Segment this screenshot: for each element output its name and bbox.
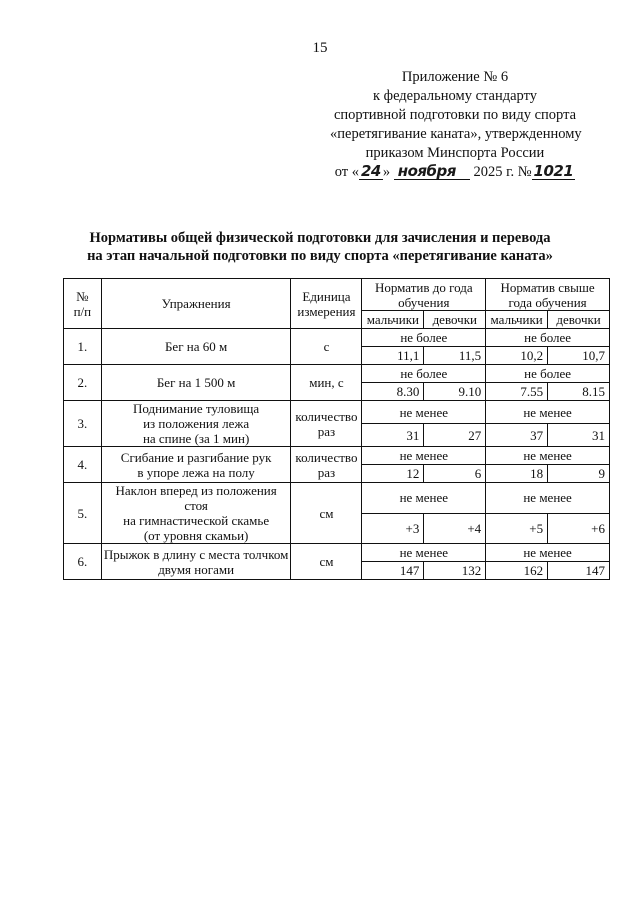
date-year: 2025 г. № [473, 164, 532, 180]
date-month-handwritten: ноября [394, 163, 470, 180]
unit-of-measure: количество раз [291, 447, 362, 483]
value-boys-over-year: 10,2 [486, 347, 548, 365]
condition-over-year: не менее [486, 447, 610, 465]
value-girls-over-year: 31 [548, 424, 610, 447]
condition-under-year: не менее [362, 483, 486, 514]
document-title [40, 229, 600, 265]
order-date-line [330, 163, 580, 182]
order-number-handwritten: 1021 [533, 162, 574, 180]
condition-under-year: не менее [362, 447, 486, 465]
table-row [64, 447, 610, 465]
header-boys-2: мальчики [486, 311, 548, 329]
header-girls-2: девочки [548, 311, 610, 329]
value-boys-over-year: 7.55 [486, 383, 548, 401]
value-girls-over-year: 8.15 [548, 383, 610, 401]
row-number: 3. [64, 401, 102, 447]
value-girls-over-year: 9 [548, 465, 610, 483]
condition-under-year: не более [362, 329, 486, 347]
exercise-name: Бег на 1 500 м [101, 365, 291, 401]
appendix-line-5: приказом Минспорта России [365, 145, 545, 161]
value-girls-under-year: 132 [424, 562, 486, 580]
condition-over-year: не более [486, 329, 610, 347]
date-mid: » [382, 164, 391, 180]
header-girls-1: девочки [424, 311, 486, 329]
row-number: 6. [64, 544, 102, 580]
table-row [64, 329, 610, 347]
appendix-line-4: «перетягивание каната», утвержденному [330, 126, 582, 142]
title-line-2: на этап начальной подготовки по виду спорта «перетягивание каната» [87, 248, 553, 264]
title-line-1: Нормативы общей физической подготовки для зачисления и перевода [89, 230, 551, 246]
page-number: 15 [312, 40, 328, 56]
value-girls-under-year: 11,5 [424, 347, 486, 365]
appendix-line-2: к федеральному стандарту [373, 88, 537, 104]
exercise-name: Бег на 60 м [101, 329, 291, 365]
date-prefix: от « [334, 164, 359, 180]
table-row [64, 483, 610, 514]
unit-of-measure: см [291, 544, 362, 580]
value-boys-under-year: +3 [362, 513, 424, 544]
value-girls-over-year: +6 [548, 513, 610, 544]
value-boys-over-year: 18 [486, 465, 548, 483]
condition-over-year: не менее [486, 401, 610, 424]
norms-table [63, 278, 610, 580]
value-boys-under-year: 147 [362, 562, 424, 580]
row-number: 2. [64, 365, 102, 401]
unit-of-measure: мин, с [291, 365, 362, 401]
header-no: № п/п [64, 279, 102, 329]
row-number: 5. [64, 483, 102, 544]
table-row [64, 365, 610, 383]
unit-of-measure: с [291, 329, 362, 365]
appendix-line-3: спортивной подготовки по виду спорта [333, 107, 577, 123]
header-boys-1: мальчики [362, 311, 424, 329]
header-exercise: Упражнения [101, 279, 291, 329]
value-boys-under-year: 31 [362, 424, 424, 447]
condition-under-year: не менее [362, 401, 486, 424]
value-girls-over-year: 147 [548, 562, 610, 580]
value-boys-over-year: 37 [486, 424, 548, 447]
value-girls-under-year: 27 [424, 424, 486, 447]
value-girls-under-year: 9.10 [424, 383, 486, 401]
header-group-over-year: Норматив свыше года обучения [486, 279, 610, 311]
value-boys-under-year: 12 [362, 465, 424, 483]
value-boys-under-year: 11,1 [362, 347, 424, 365]
value-boys-under-year: 8.30 [362, 383, 424, 401]
value-girls-under-year: +4 [424, 513, 486, 544]
table-header-row [64, 279, 610, 311]
exercise-name: Сгибание и разгибание рук в упоре лежа на полу [101, 447, 291, 483]
unit-of-measure: см [291, 483, 362, 544]
condition-over-year: не более [486, 365, 610, 383]
table-row [64, 544, 610, 562]
exercise-name: Прыжок в длину с места толчком двумя ногами [101, 544, 291, 580]
value-boys-over-year: +5 [486, 513, 548, 544]
condition-over-year: не менее [486, 544, 610, 562]
condition-under-year: не менее [362, 544, 486, 562]
value-girls-over-year: 10,7 [548, 347, 610, 365]
header-group-under-year: Норматив до года обучения [362, 279, 486, 311]
condition-over-year: не менее [486, 483, 610, 514]
exercise-name: Поднимание туловища из положения лежа на спине (за 1 мин) [101, 401, 291, 447]
appendix-line-1: Приложение № 6 [401, 69, 509, 85]
exercise-name: Наклон вперед из положения стоя на гимнастической скамье (от уровня скамьи) [101, 483, 291, 544]
date-day-handwritten: 24 [360, 162, 381, 180]
value-boys-over-year: 162 [486, 562, 548, 580]
row-number: 4. [64, 447, 102, 483]
unit-of-measure: количество раз [291, 401, 362, 447]
table-row [64, 401, 610, 424]
appendix-block [330, 68, 580, 182]
row-number: 1. [64, 329, 102, 365]
value-girls-under-year: 6 [424, 465, 486, 483]
condition-under-year: не более [362, 365, 486, 383]
header-unit: Единица измерения [291, 279, 362, 329]
